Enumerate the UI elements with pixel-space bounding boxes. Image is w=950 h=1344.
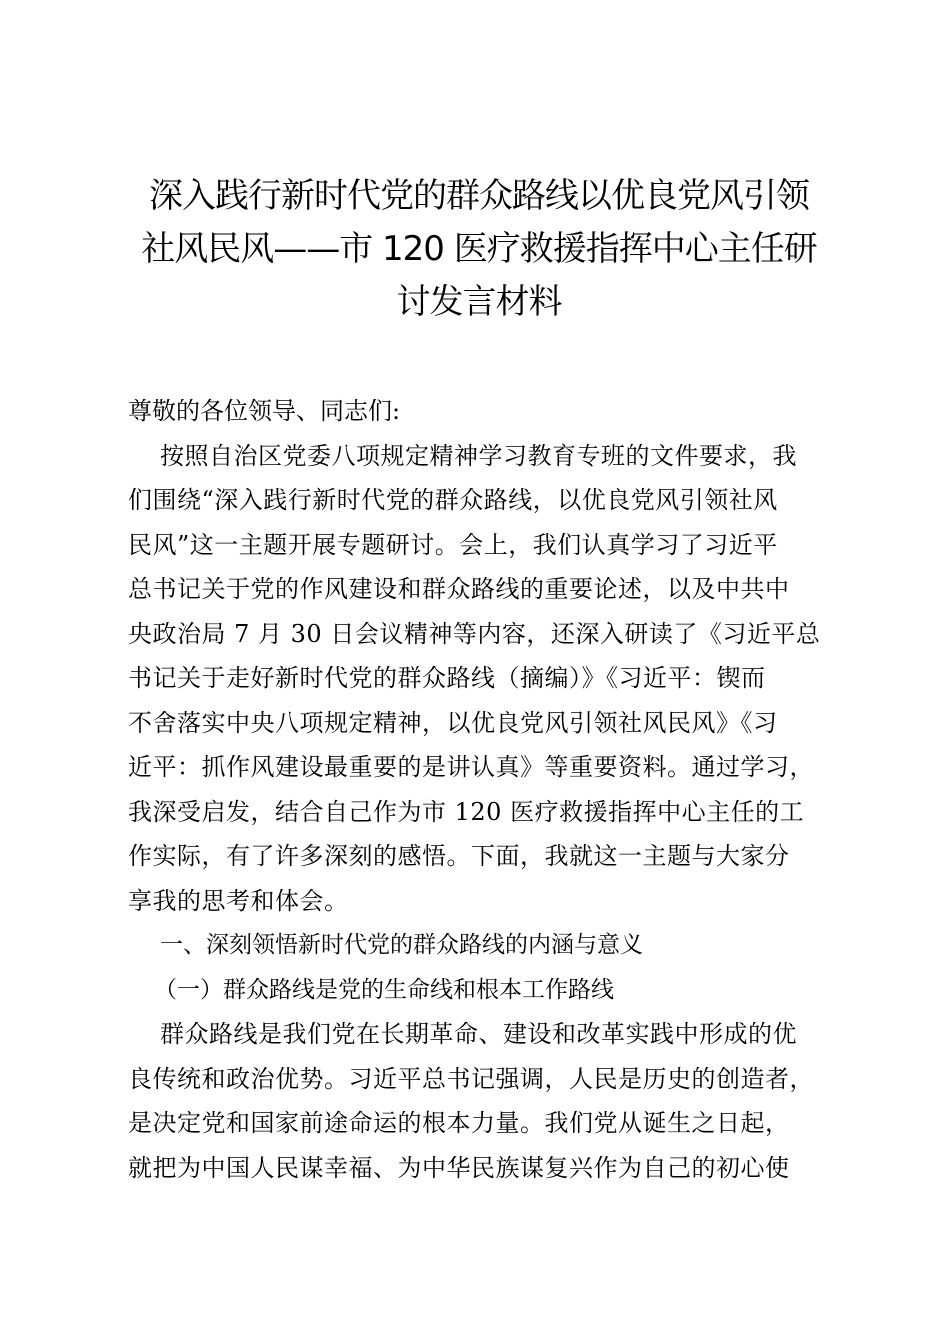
salutation: 尊敬的各位领导、同志们: xyxy=(128,397,401,425)
paragraph-line: 民风”这一主题开展专题研讨。会上，我们认真学习了习近平 xyxy=(128,530,778,559)
paragraph-line: 近平：抓作风建设最重要的是讲认真》等重要资料。通过学习， xyxy=(128,753,814,781)
paragraph-line: 书记关于走好新时代党的群众路线（摘编）》《习近平：锲而 xyxy=(128,664,766,692)
subsection-heading: （一）群众路线是党的生命线和根本工作路线 xyxy=(154,976,614,1003)
paragraph-line: 良传统和政治优势。习近平总书记强调，人民是历史的创造者， xyxy=(128,1064,814,1093)
paragraph-line: 们围绕“深入践行新时代党的群众路线，以优良党风引领社风 xyxy=(128,486,778,514)
document-page xyxy=(128,170,830,1190)
paragraph-line: 央政治局 7 月 30 日会议精神等内容，还深入研读了《习近平总 xyxy=(128,619,821,648)
paragraph-line: 按照自治区党委八项规定精神学习教育专班的文件要求，我 xyxy=(160,441,797,470)
paragraph-line: 作实际，有了许多深刻的感悟。下面，我就这一主题与大家分 xyxy=(128,842,790,870)
paragraph-line: 总书记关于党的作风建设和群众路线的重要论述，以及中共中 xyxy=(128,575,790,603)
paragraph-line: 我深受启发，结合自己作为市 120 医疗救援指挥中心主任的工 xyxy=(128,797,805,826)
subsection-paragraph xyxy=(128,1012,830,1190)
title-line: 深入践行新时代党的群众路线以优良党风引领 xyxy=(149,176,809,216)
intro-paragraph xyxy=(128,434,830,924)
paragraph-line: 享我的思考和体会。 xyxy=(128,886,349,915)
paragraph-line: 不舍落实中央八项规定精神，以优良党风引领社风民风》《习 xyxy=(128,708,778,737)
title-line: 讨发言材料 xyxy=(396,282,562,322)
paragraph-line: 是决定党和国家前途命运的根本力量。我们党从诞生之日起， xyxy=(128,1109,790,1137)
document-title xyxy=(128,170,830,329)
paragraph-line: 就把为中国人民谋幸福、为中华民族谋复兴作为自己的初心使 xyxy=(128,1153,790,1182)
paragraph-line: 群众路线是我们党在长期革命、建设和改革实践中形成的优 xyxy=(160,1020,797,1048)
title-line: 社风民风——市 120 医疗救援指挥中心主任研 xyxy=(141,229,817,269)
section-heading: 一、深刻领悟新时代党的群众路线的内涵与意义 xyxy=(160,932,643,958)
